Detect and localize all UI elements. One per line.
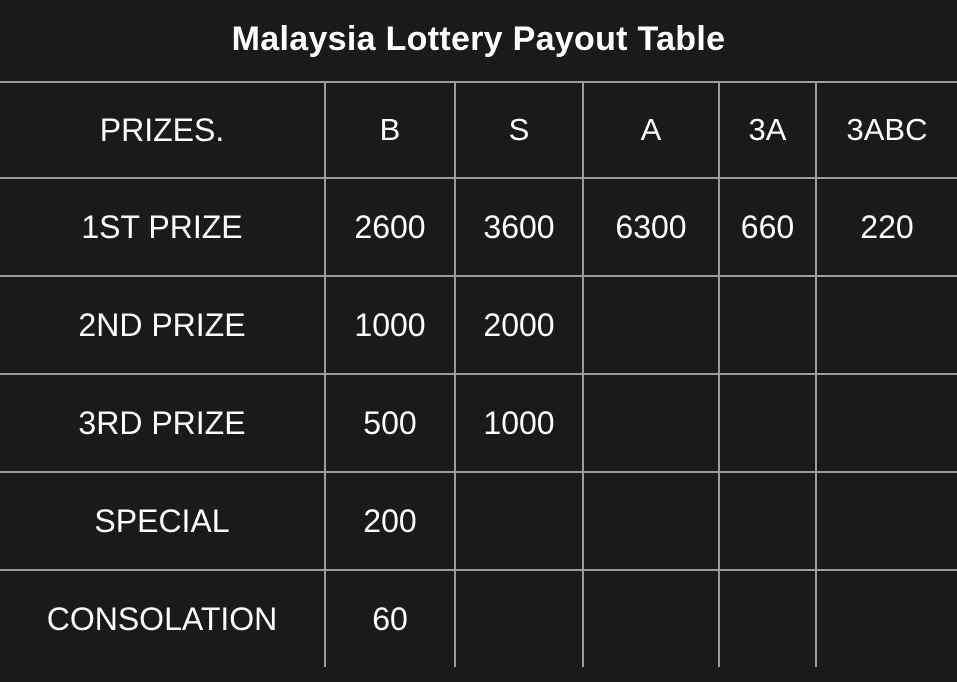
row-label-consolation: CONSOLATION xyxy=(0,570,325,667)
cell-special-3abc xyxy=(816,472,957,570)
cell-special-s xyxy=(455,472,583,570)
cell-3rd-prize-3abc xyxy=(816,374,957,472)
table-row xyxy=(0,374,957,472)
page-title: Malaysia Lottery Payout Table xyxy=(231,20,726,58)
table-body xyxy=(0,178,957,667)
cell-2nd-prize-3abc xyxy=(816,276,957,374)
table-row xyxy=(0,472,957,570)
cell-consolation-b: 60 xyxy=(325,570,455,667)
table-row xyxy=(0,178,957,276)
cell-2nd-prize-b: 1000 xyxy=(325,276,455,374)
cell-1st-prize-a: 6300 xyxy=(583,178,719,276)
cell-special-3a xyxy=(719,472,816,570)
cell-1st-prize-3abc: 220 xyxy=(816,178,957,276)
table-header-row xyxy=(0,82,957,178)
cell-2nd-prize-s: 2000 xyxy=(455,276,583,374)
cell-consolation-a xyxy=(583,570,719,667)
column-header-prizes: PRIZES. xyxy=(0,82,325,178)
column-header-s: S xyxy=(455,82,583,178)
table-row xyxy=(0,276,957,374)
cell-special-a xyxy=(583,472,719,570)
cell-2nd-prize-3a xyxy=(719,276,816,374)
column-header-3abc: 3ABC xyxy=(816,82,957,178)
column-header-a: A xyxy=(583,82,719,178)
cell-consolation-s xyxy=(455,570,583,667)
cell-special-b: 200 xyxy=(325,472,455,570)
row-label-special: SPECIAL xyxy=(0,472,325,570)
cell-3rd-prize-b: 500 xyxy=(325,374,455,472)
cell-3rd-prize-a xyxy=(583,374,719,472)
row-label-3rd-prize: 3RD PRIZE xyxy=(0,374,325,472)
payout-table xyxy=(0,81,957,667)
cell-consolation-3a xyxy=(719,570,816,667)
cell-consolation-3abc xyxy=(816,570,957,667)
cell-1st-prize-s: 3600 xyxy=(455,178,583,276)
table-row xyxy=(0,570,957,667)
cell-1st-prize-b: 2600 xyxy=(325,178,455,276)
column-header-b: B xyxy=(325,82,455,178)
column-header-3a: 3A xyxy=(719,82,816,178)
row-label-1st-prize: 1ST PRIZE xyxy=(0,178,325,276)
cell-1st-prize-3a: 660 xyxy=(719,178,816,276)
row-label-2nd-prize: 2ND PRIZE xyxy=(0,276,325,374)
cell-2nd-prize-a xyxy=(583,276,719,374)
cell-3rd-prize-3a xyxy=(719,374,816,472)
cell-3rd-prize-s: 1000 xyxy=(455,374,583,472)
table-header xyxy=(0,82,957,178)
